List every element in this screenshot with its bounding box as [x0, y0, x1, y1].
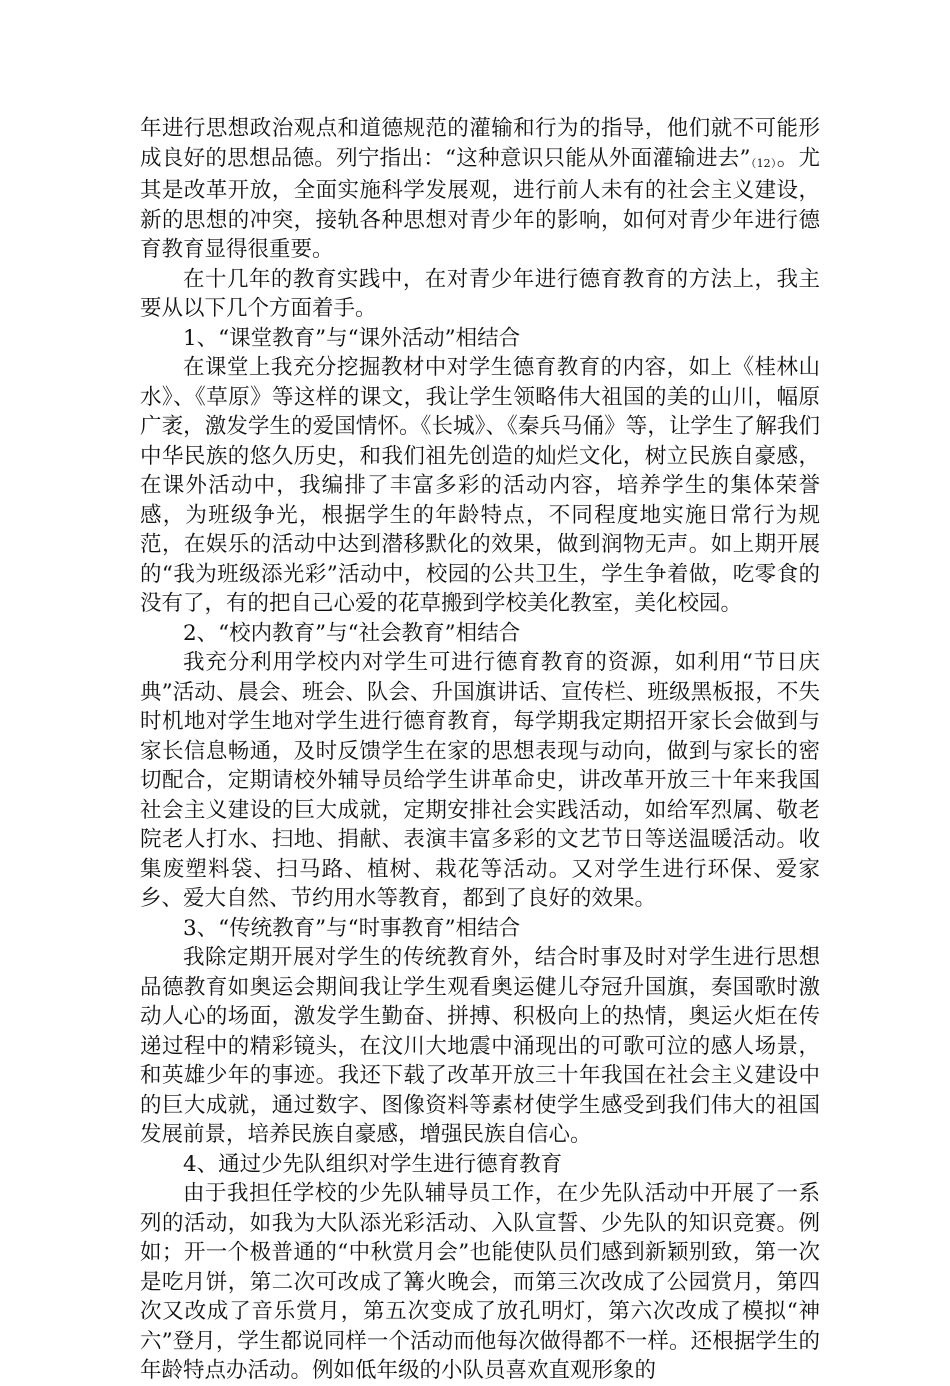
- citation-marker: （12）: [750, 156, 777, 170]
- section-heading-2: 2、“校内教育”与“社会教育”相结合: [183, 620, 521, 646]
- opening-paragraph: [140, 114, 820, 265]
- section-heading-1: 1、“课堂教育”与“课外活动”相结合: [183, 325, 521, 351]
- section-heading-3: 3、“传统教育”与“时事教育”相结合: [183, 915, 521, 941]
- opening-text-b: 。尤其是改革开放，全面实施科学发展观，进行前人未有的社会主义建设，新的思想的冲突，接轨各种思想对青少年的影响，如何对青少年进行德育教育显得很重要。: [140, 145, 820, 262]
- section-body-4: 由于我担任学校的少先队辅导员工作，在少先队活动中开展了一系列的活动，如我为大队添光彩活动、入队宣誓、少先队的知识竞赛。例如；开一个极普通的“中秋赏月会”也能使队员们感到新颖别致，第一次是吃月饼，第二次可改成了篝火晚会，而第三次改成了公园赏月，第四次又改成了音乐赏月，第五次变成了放孔明灯，第六次改成了模拟“神六”登月，学生都说同样一个活动而他每次做得都不一样。还根据学生的年龄特点办活动。例如低年级的小队员喜欢直观形象的: [140, 1181, 820, 1383]
- intro-paragraph: 在十几年的教育实践中，在对青少年进行德育教育的方法上，我主要从以下几个方面着手。: [140, 266, 820, 321]
- section-body-1: 在课堂上我充分挖掘教材中对学生德育教育的内容，如上《桂林山水》、《草原》等这样的课文，我让学生领略伟大祖国的美的山川，幅原广袤，激发学生的爱国情怀。《长城》、《秦兵马俑》等，让学生了解我们中华民族的悠久历史，和我们祖先创造的灿烂文化，树立民族自豪感，在课外活动中，我编排了丰富多彩的活动内容，培养学生的集体荣誉感，为班级争光，根据学生的年龄特点，不同程度地实施日常行为规范，在娱乐的活动中达到潜移默化的效果，做到润物无声。如上期开展的“我为班级添光彩”活动中，校园的公共卫生，学生争着做，吃零食的没有了，有的把自己心爱的花草搬到学校美化教室，美化校园。: [140, 355, 820, 616]
- section-heading-4: 4、通过少先队组织对学生进行德育教育: [183, 1151, 563, 1177]
- document-body: [140, 114, 820, 1386]
- section-body-2: 我充分利用学校内对学生可进行德育教育的资源，如利用“节日庆典”活动、晨会、班会、队会、升国旗讲话、宣传栏、班级黑板报，不失时机地对学生地对学生进行德育教育，每学期我定期招开家长会做到与家长信息畅通，及时反馈学生在家的思想表现与动向，做到与家长的密切配合，定期请校外辅导员给学生讲革命史，讲改革开放三十年来我国社会主义建设的巨大成就，定期安排社会实践活动，如给军烈属、敬老院老人打水、扫地、捐献、表演丰富多彩的文艺节日等送温暖活动。收集废塑料袋、扫马路、植树、栽花等活动。又对学生进行环保、爱家乡、爱大自然、节约用水等教育，都到了良好的效果。: [140, 650, 820, 911]
- section-body-3: 我除定期开展对学生的传统教育外，结合时事及时对学生进行思想品德教育如奥运会期间我让学生观看奥运健儿夺冠升国旗，奏国歌时激动人心的场面，激发学生勤奋、拼搏、积极向上的热情，奥运火炬在传递过程中的精彩镜头，在汶川大地震中涌现出的可歌可泣的感人场景，和英雄少年的事迹。我还下载了改革开放三十年我国在社会主义建设中的巨大成就，通过数字、图像资料等素材使学生感受到我们伟大的祖国发展前景，培养民族自豪感，增强民族自信心。: [140, 945, 820, 1147]
- opening-text-a: 年进行思想政治观点和道德规范的灌输和行为的指导，他们就不可能形成良好的思想品德。列宁指出：“这种意识只能从外面灌输进去”: [140, 116, 820, 171]
